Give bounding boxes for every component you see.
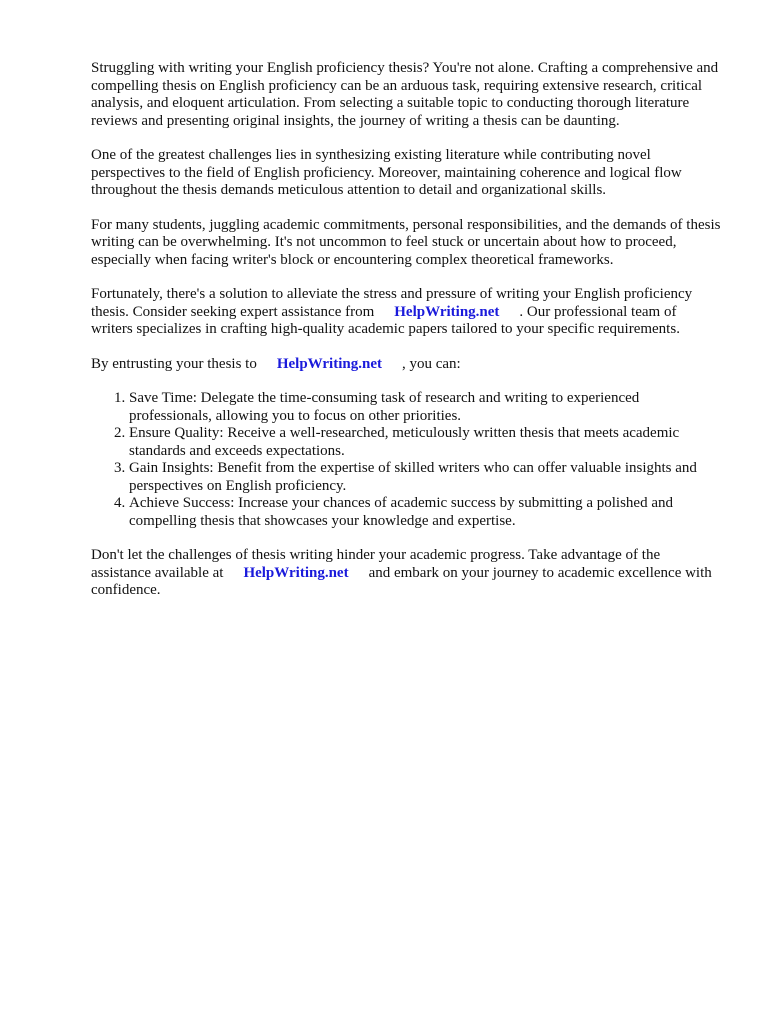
challenges-paragraph: One of the greatest challenges lies in synthesizing existing literature while contributing novel perspectives to the field of English proficiency. Moreover, maintaining coherence and logical flow throughout the thesis demands meticulous attention to detail and organizational skills. [91, 147, 682, 198]
closing-paragraph [91, 547, 721, 600]
list-item: 3. Gain Insights: Benefit from the expertise of skilled writers who can offer valuable insights and perspectives on English proficiency. [129, 460, 721, 495]
list-item: 4. Achieve Success: Increase your chances of academic success by submitting a polished and compelling thesis that showcases your knowledge and expertise. [129, 495, 721, 530]
entrusting-text-before: By entrusting your thesis to [91, 355, 257, 372]
solution-text-after: . Our professional team of writers specializes in crafting high-quality academic papers tailored to your specific requirements. [91, 303, 680, 337]
helpwriting-link-1[interactable]: HelpWriting.net [394, 303, 500, 320]
helpwriting-link-2[interactable]: HelpWriting.net [276, 355, 382, 372]
benefits-list [91, 390, 721, 530]
solution-paragraph [91, 286, 721, 339]
solution-text-before: Fortunately, there's a solution to alleviate the stress and pressure of writing your English proficiency thesis. Consider seeking expert assistance from [91, 286, 693, 320]
entrusting-text-after: , you can: [401, 355, 461, 372]
entrusting-paragraph [91, 356, 721, 374]
list-item: 1. Save Time: Delegate the time-consuming task of research and writing to experienced professionals, allowing you to focus on other priorities. [129, 390, 721, 425]
closing-text-after: and embark on your journey to academic excellence with confidence. [91, 564, 712, 598]
list-item: 2. Ensure Quality: Receive a well-researched, meticulously written thesis that meets academic standards and exceeds expectations. [129, 425, 721, 460]
helpwriting-link-3[interactable]: HelpWriting.net [243, 564, 349, 581]
closing-text-before: Don't let the challenges of thesis writing hinder your academic progress. Take advantage of the assistance available at [91, 547, 661, 581]
students-paragraph: For many students, juggling academic commitments, personal responsibilities, and the demands of thesis writing can be overwhelming. It's not uncommon to feel stuck or uncertain about how to proceed, especially when facing writer's block or encountering complex theoretical frameworks. [91, 216, 721, 268]
intro-paragraph: Struggling with writing your English proficiency thesis? You're not alone. Crafting a comprehensive and compelling thesis on English proficiency can be an arduous task, requiring extensive research, critical analysis, and eloquent articulation. From selecting a suitable topic to conducting thorough literature reviews and presenting original insights, the journey of writing a thesis can be daunting. [91, 60, 719, 129]
